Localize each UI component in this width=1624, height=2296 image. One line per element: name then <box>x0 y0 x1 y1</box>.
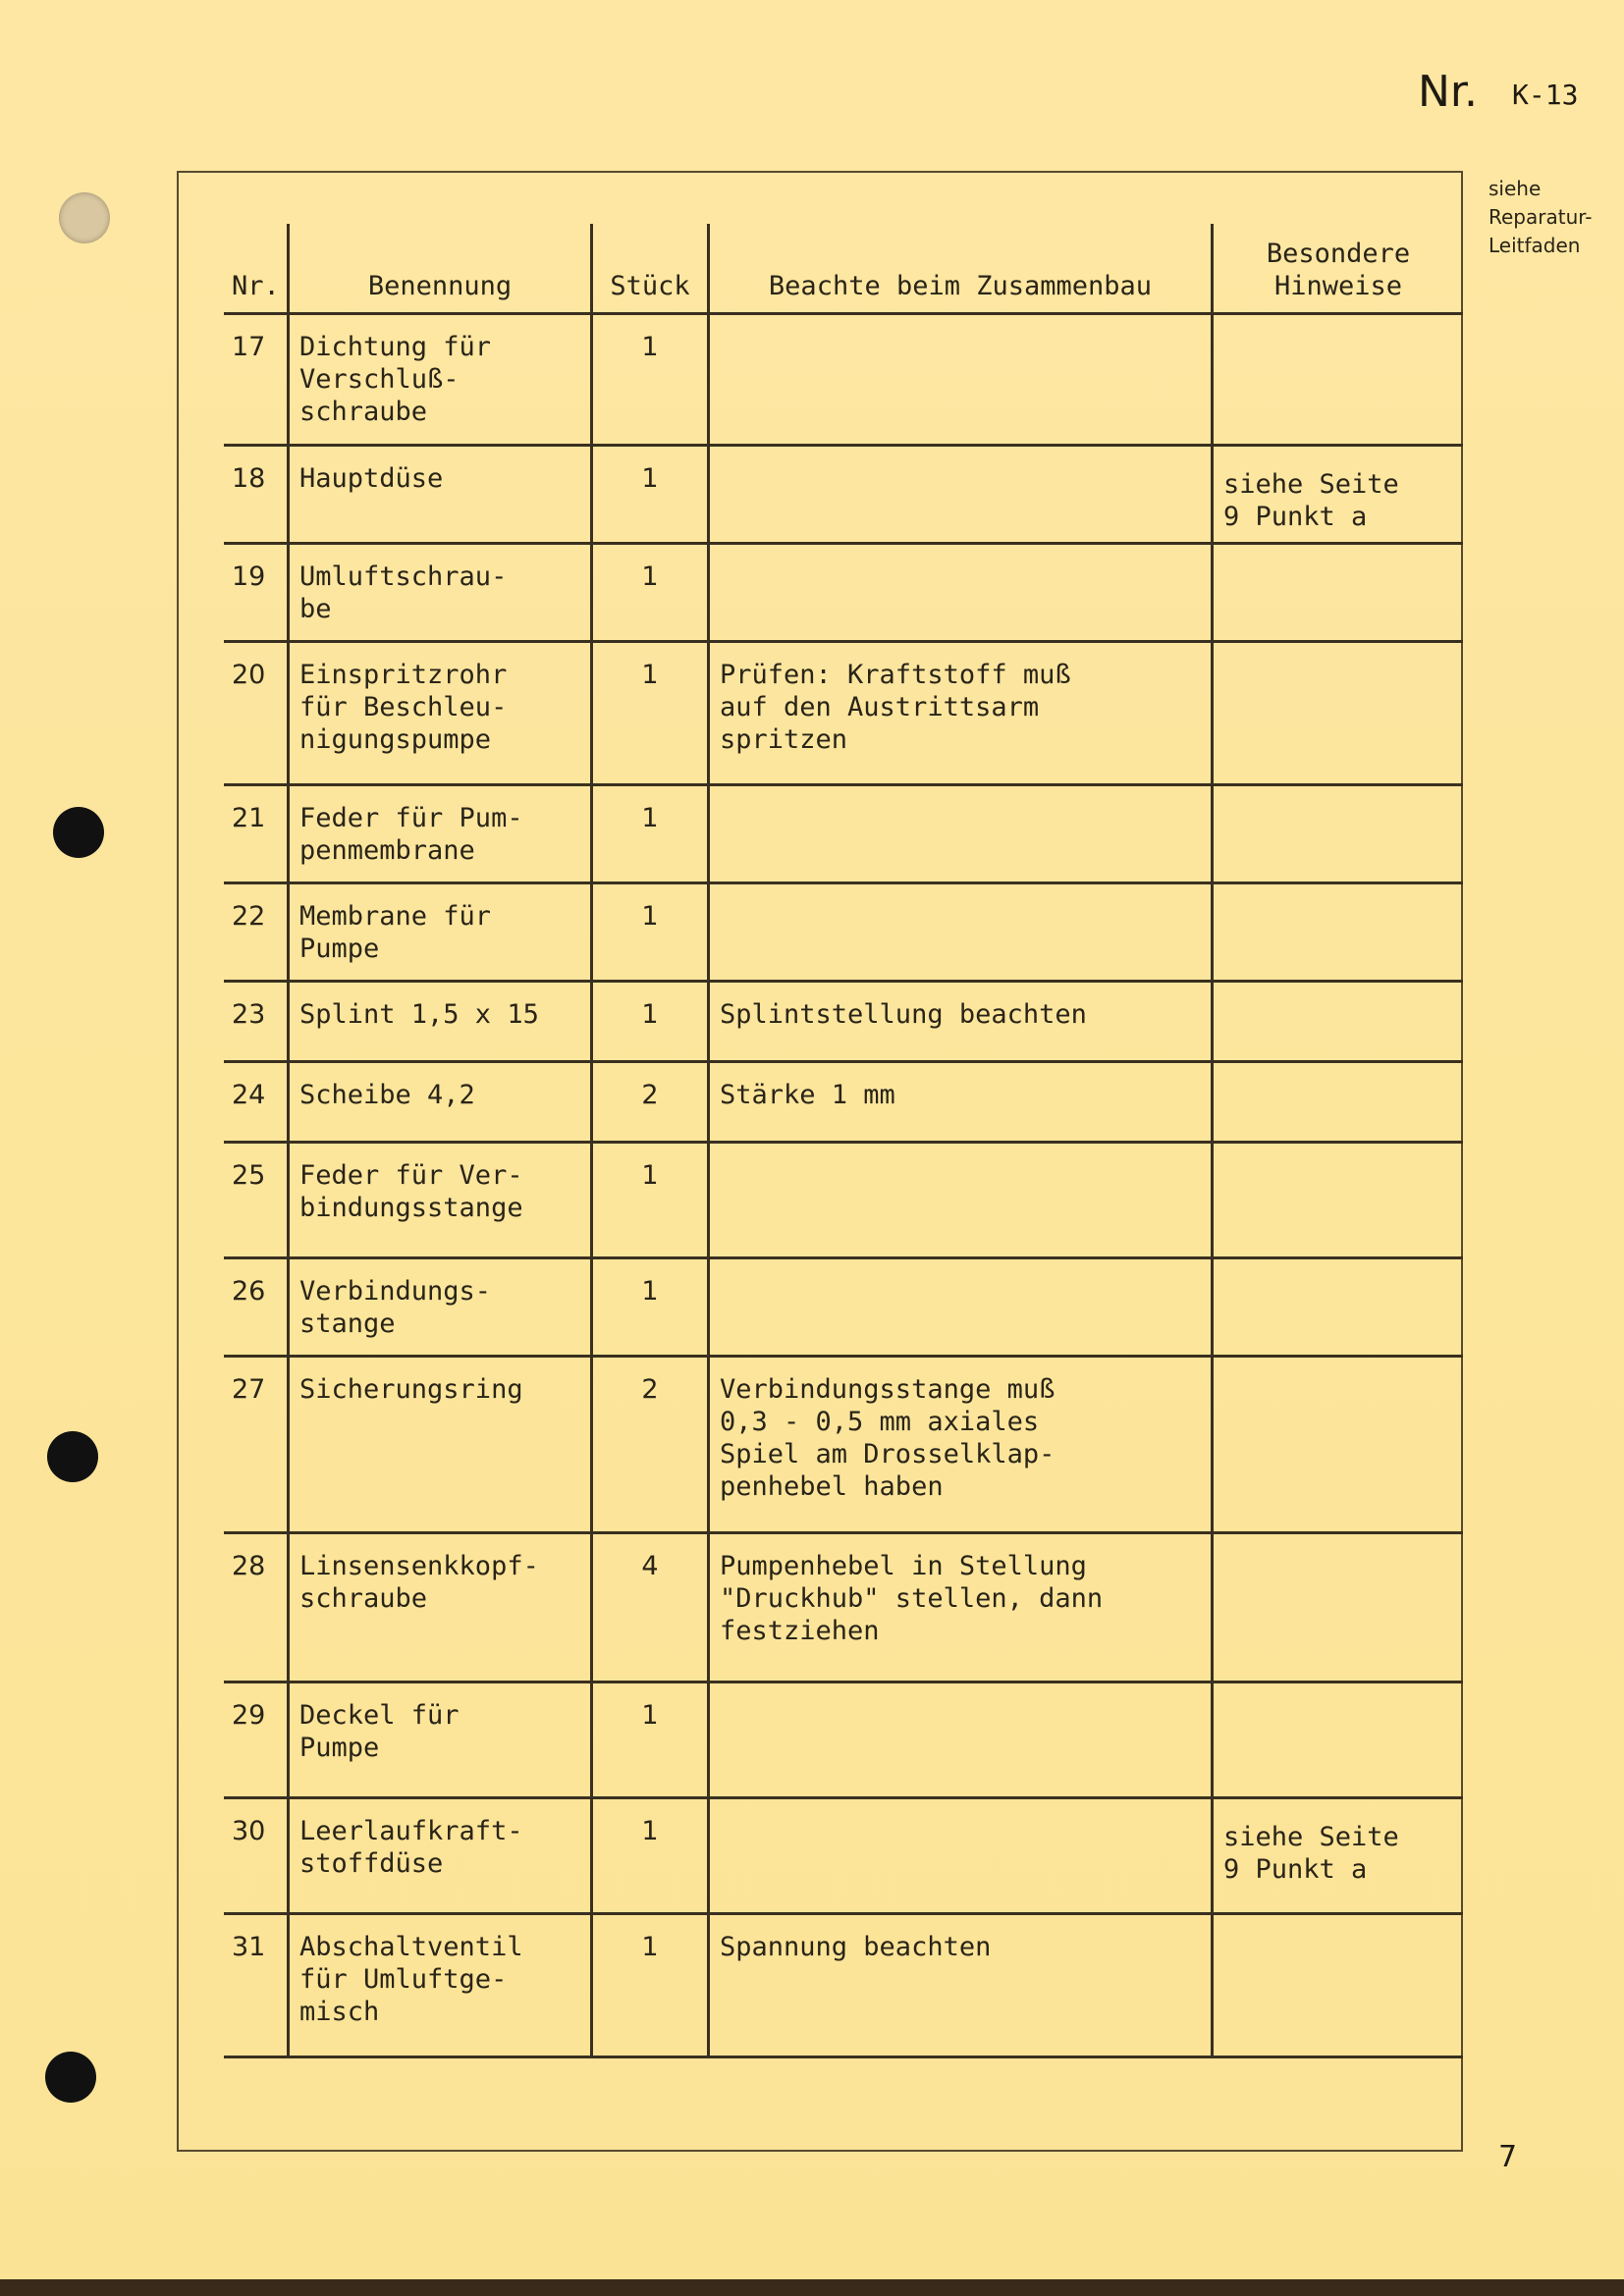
assembly-note: Splintstellung beachten <box>709 982 1213 1062</box>
quantity: 1 <box>592 314 709 446</box>
row-number: 17 <box>232 332 266 362</box>
table-row <box>224 1357 1463 1533</box>
part-name: Leerlaufkraft- stoffdüse <box>289 1798 592 1914</box>
row-number: 21 <box>232 803 266 833</box>
assembly-note <box>709 1798 1213 1914</box>
quantity: 1 <box>592 642 709 785</box>
part-name: Abschaltventil für Umluftge- misch <box>289 1914 592 2057</box>
special-note <box>1213 1914 1464 2057</box>
quantity: 1 <box>592 1682 709 1798</box>
table-row <box>224 982 1463 1062</box>
special-note <box>1213 1682 1464 1798</box>
table-row <box>224 1258 1463 1357</box>
part-name: Einspritzrohr für Beschleu- nigungspumpe <box>289 642 592 785</box>
special-note <box>1213 785 1464 883</box>
punch-hole <box>47 1431 98 1482</box>
special-note <box>1213 1533 1464 1682</box>
row-number: 20 <box>232 660 266 690</box>
part-name: Scheibe 4,2 <box>289 1062 592 1143</box>
row-number: 25 <box>232 1160 266 1191</box>
row-number: 22 <box>232 901 266 932</box>
assembly-note: Stärke 1 mm <box>709 1062 1213 1143</box>
part-name: Deckel für Pumpe <box>289 1682 592 1798</box>
special-note <box>1213 982 1464 1062</box>
part-name: Membrane für Pumpe <box>289 883 592 982</box>
special-note <box>1213 544 1464 642</box>
quantity: 1 <box>592 982 709 1062</box>
table-body <box>224 314 1463 2057</box>
quantity: 1 <box>592 785 709 883</box>
special-note <box>1213 1143 1464 1258</box>
assembly-note: Spannung beachten <box>709 1914 1213 2057</box>
special-note <box>1213 883 1464 982</box>
quantity: 1 <box>592 883 709 982</box>
special-note <box>1213 1357 1464 1533</box>
quantity: 4 <box>592 1533 709 1682</box>
table-row <box>224 314 1463 446</box>
document-code: K-13 <box>1512 79 1579 111</box>
row-number: 29 <box>232 1700 266 1731</box>
table-row <box>224 1533 1463 1682</box>
row-number: 26 <box>232 1276 266 1307</box>
quantity: 1 <box>592 1798 709 1914</box>
part-name: Sicherungsring <box>289 1357 592 1533</box>
punch-hole <box>53 807 104 858</box>
assembly-note <box>709 883 1213 982</box>
part-name: Feder für Pum- penmembrane <box>289 785 592 883</box>
table-row <box>224 642 1463 785</box>
quantity: 1 <box>592 544 709 642</box>
row-number: 30 <box>232 1816 266 1846</box>
assembly-note: Prüfen: Kraftstoff muß auf den Austrittsarm spritzen <box>709 642 1213 785</box>
assembly-note <box>709 544 1213 642</box>
part-name: Feder für Ver- bindungsstange <box>289 1143 592 1258</box>
table-row <box>224 1682 1463 1798</box>
assembly-note <box>709 1682 1213 1798</box>
column-header-benennung: Benennung <box>289 224 592 314</box>
assembly-note: Verbindungsstange muß 0,3 - 0,5 mm axiales Spiel am Drosselklap- penhebel haben <box>709 1357 1213 1533</box>
part-name: Verbindungs- stange <box>289 1258 592 1357</box>
punch-hole <box>45 2052 96 2103</box>
special-note <box>1213 1258 1464 1357</box>
punch-hole <box>59 192 110 243</box>
assembly-note <box>709 314 1213 446</box>
special-note <box>1213 314 1464 446</box>
column-header-stueck: Stück <box>592 224 709 314</box>
table-row <box>224 785 1463 883</box>
part-name: Linsensenkkopf- schraube <box>289 1533 592 1682</box>
page-number: 7 <box>1498 2140 1518 2174</box>
quantity: 1 <box>592 1914 709 2057</box>
table-row <box>224 1062 1463 1143</box>
special-note <box>1213 1062 1464 1143</box>
quantity: 2 <box>592 1357 709 1533</box>
parts-table <box>224 224 1463 2058</box>
assembly-note <box>709 446 1213 544</box>
table-row <box>224 544 1463 642</box>
part-name: Dichtung für Verschluß- schraube <box>289 314 592 446</box>
row-number: 18 <box>232 463 266 494</box>
row-number: 28 <box>232 1551 266 1581</box>
table-header-row <box>224 224 1463 314</box>
table-row <box>224 1143 1463 1258</box>
column-header-beachte: Beachte beim Zusammenbau <box>709 224 1213 314</box>
table-row <box>224 446 1463 544</box>
special-note: siehe Seite 9 Punkt a <box>1213 1798 1464 1914</box>
row-number: 23 <box>232 999 266 1030</box>
special-note: siehe Seite 9 Punkt a <box>1213 446 1464 544</box>
quantity: 2 <box>592 1062 709 1143</box>
table-row <box>224 883 1463 982</box>
row-number: 19 <box>232 561 266 592</box>
row-number: 31 <box>232 1932 266 1962</box>
quantity: 1 <box>592 1258 709 1357</box>
assembly-note: Pumpenhebel in Stellung "Druckhub" stellen, dann festziehen <box>709 1533 1213 1682</box>
assembly-note <box>709 785 1213 883</box>
assembly-note <box>709 1143 1213 1258</box>
table-row <box>224 1914 1463 2057</box>
page-bottom-edge <box>0 2279 1624 2296</box>
quantity: 1 <box>592 1143 709 1258</box>
column-header-nr: Nr. <box>232 271 280 301</box>
part-name: Umluftschrau- be <box>289 544 592 642</box>
part-name: Splint 1,5 x 15 <box>289 982 592 1062</box>
row-number: 24 <box>232 1080 266 1110</box>
side-note: siehe Reparatur- Leitfaden <box>1489 177 1593 257</box>
table-row <box>224 1798 1463 1914</box>
column-header-hinweise: Besondere Hinweise <box>1213 224 1464 314</box>
document-number-label: Nr. <box>1418 67 1478 117</box>
part-name: Hauptdüse <box>289 446 592 544</box>
special-note <box>1213 642 1464 785</box>
quantity: 1 <box>592 446 709 544</box>
row-number: 27 <box>232 1374 266 1405</box>
assembly-note <box>709 1258 1213 1357</box>
